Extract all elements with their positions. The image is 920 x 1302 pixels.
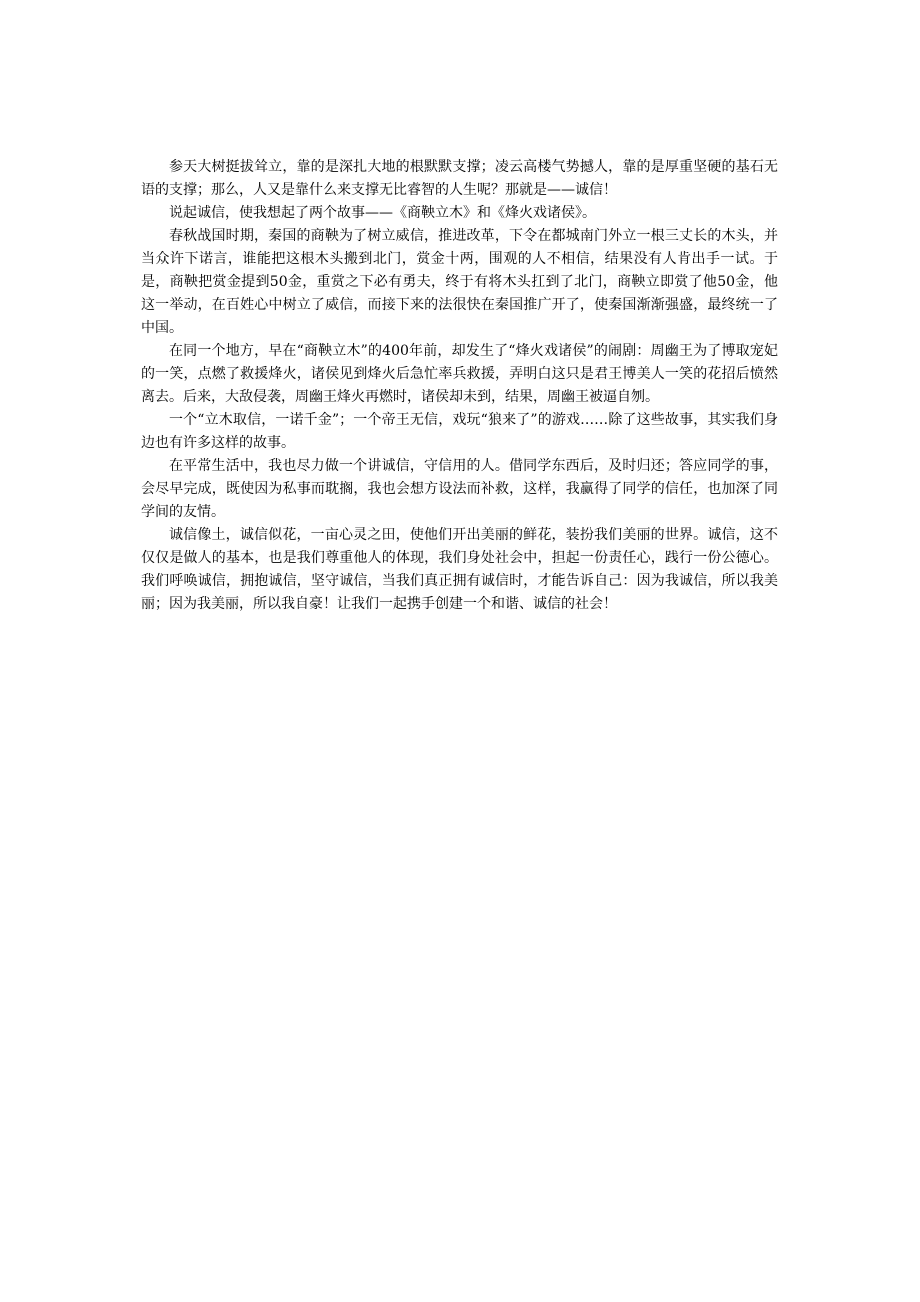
paragraph-daily-life: 在平常生活中，我也尽力做一个讲诚信，守信用的人。借同学东西后，及时归还；答应同学的事，会尽早完成，既使因为私事而耽搁，我也会想方设法而补救，这样，我赢得了同学的信任，也加深了同学间的友情。 [141, 458, 778, 520]
document-body [141, 156, 778, 616]
paragraph-two-stories: 说起诚信，使我想起了两个故事——《商鞅立木》和《烽火戏诸侯》。 [169, 205, 596, 221]
paragraph-beacon-fires: 在同一个地方，早在“商鞅立木”的400年前，却发生了“烽火戏诸侯”的闹剧：周幽王为了博取宠妃的一笑，点燃了救援烽火，诸侯见到烽火后急忙率兵救援，弄明白这只是君王博美人一笑的花招后愤然离去。后来，大敌侵袭，周幽王烽火再燃时，诸侯却未到，结果，周幽王被逼自刎。 [141, 343, 778, 405]
paragraph-comparison: 一个“立木取信，一诺千金”；一个帝王无信，戏玩“狼来了”的游戏……除了这些故事，其实我们身边也有许多这样的故事。 [141, 412, 778, 451]
paragraph-intro: 参天大树挺拔耸立，靠的是深扎大地的根默默支撑；凌云高楼气势撼人，靠的是厚重坚硬的基石无语的支撑；那么，人又是靠什么来支撑无比睿智的人生呢？那就是——诚信！ [141, 159, 778, 198]
paragraph-conclusion: 诚信像土，诚信似花，一亩心灵之田，使他们开出美丽的鲜花，装扮我们美丽的世界。诚信，这不仅仅是做人的基本，也是我们尊重他人的体现，我们身处社会中，担起一份责任心，践行一份公德心。我们呼唤诚信，拥抱诚信，坚守诚信，当我们真正拥有诚信时，才能告诉自己：因为我诚信，所以我美丽；因为我美丽，所以我自豪！让我们一起携手创建一个和谐、诚信的社会！ [141, 527, 778, 612]
paragraph-shang-yang: 春秋战国时期，秦国的商鞅为了树立威信，推进改革，下令在都城南门外立一根三丈长的木头，并当众许下诺言，谁能把这根木头搬到北门，赏金十两，围观的人不相信，结果没有人肯出手一试。于是，商鞅把赏金提到50金，重赏之下必有勇夫，终于有将木头扛到了北门，商鞅立即赏了他50金，他这一举动，在百姓心中树立了威信，而接下来的法很快在秦国推广开了，使秦国渐渐强盛，最终统一了中国。 [141, 228, 778, 336]
